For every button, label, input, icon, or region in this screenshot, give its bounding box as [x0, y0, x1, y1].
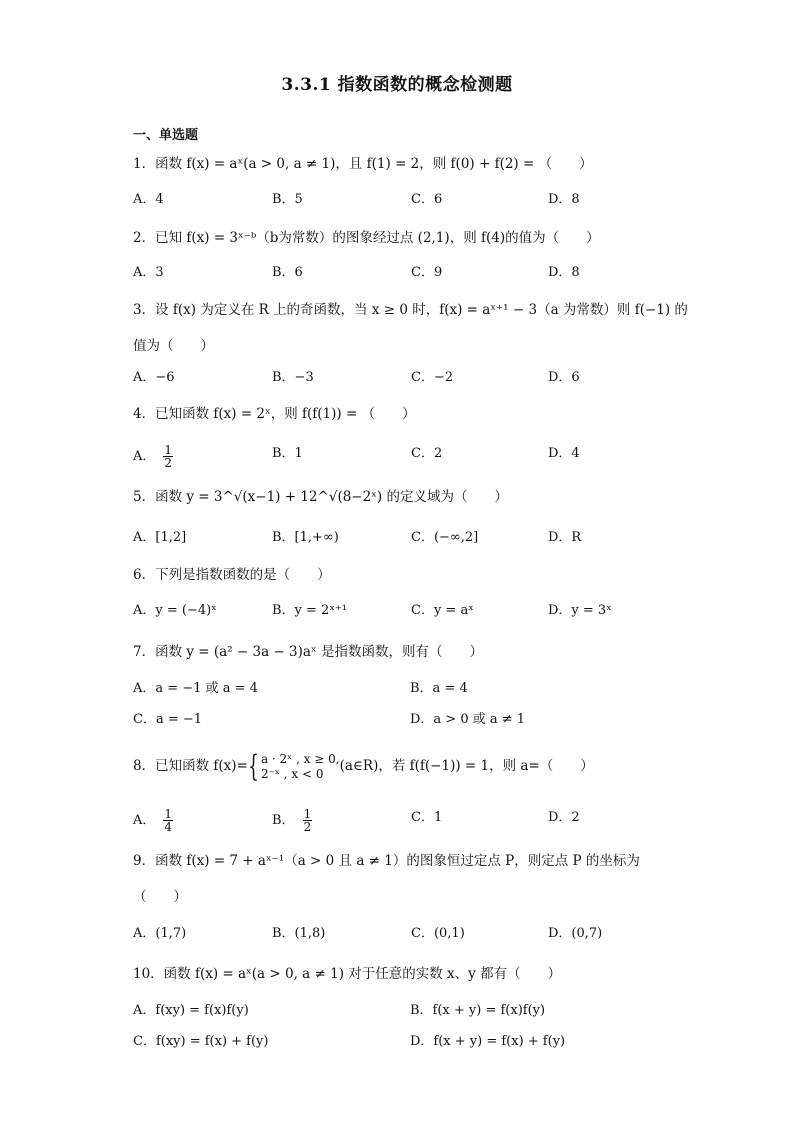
- option-d[interactable]: D．4: [548, 446, 580, 461]
- option-b[interactable]: B．−3: [272, 370, 314, 385]
- option-c[interactable]: C．2: [411, 446, 443, 461]
- left-brace: {: [248, 748, 259, 784]
- option-a-label: A．: [133, 449, 156, 464]
- option-a[interactable]: A．−6: [133, 370, 175, 385]
- numerator: 1: [164, 807, 173, 821]
- section-heading: 一、单选题: [133, 128, 199, 143]
- option-c[interactable]: C．a = −1: [133, 712, 203, 727]
- option-a[interactable]: [133, 808, 173, 833]
- question-4-options: [133, 443, 693, 470]
- option-d[interactable]: D．a > 0 或 a ≠ 1: [410, 712, 526, 727]
- question-3-options: [133, 368, 693, 388]
- question-2-options: [133, 263, 693, 283]
- denominator: 2: [164, 456, 173, 470]
- question-8-options: [133, 807, 693, 834]
- fraction: [303, 808, 313, 833]
- option-a[interactable]: A．[1,2]: [133, 530, 187, 545]
- question-2-stem: 2．已知 f(x) = 3ˣ⁻ᵇ（b为常数）的图象经过点 (2,1)，则 f(4)的值为（ ）: [133, 230, 600, 246]
- option-b[interactable]: B．[1,+∞): [272, 530, 339, 545]
- option-a[interactable]: [133, 444, 173, 469]
- option-b[interactable]: B．a = 4: [410, 681, 468, 696]
- case-2: 2⁻ˣ , x < 0: [260, 766, 324, 781]
- option-b[interactable]: B．5: [272, 192, 303, 207]
- question-8-stem-pre: 8．已知函数 f(x)=: [133, 758, 248, 774]
- option-a[interactable]: A．4: [133, 192, 164, 207]
- question-5-options: [133, 528, 693, 548]
- option-d[interactable]: D．R: [548, 530, 582, 545]
- question-4-stem: 4．已知函数 f(x) = 2ˣ，则 f(f(1)) = （ ）: [133, 406, 416, 422]
- fraction: [163, 808, 173, 833]
- question-10-options-row1: [133, 1001, 693, 1021]
- question-8-stem: [133, 746, 594, 786]
- option-c[interactable]: C．9: [411, 265, 443, 280]
- option-c[interactable]: C．y = aˣ: [411, 603, 474, 618]
- option-b[interactable]: [272, 808, 312, 833]
- question-5-stem: 5．函数 y = 3^√(x−1) + 12^√(8−2ˣ) 的定义域为（ ）: [133, 489, 508, 505]
- fraction: [163, 444, 173, 469]
- question-3-stem: 3．设 f(x) 为定义在 R 上的奇函数，当 x ≥ 0 时，f(x) = aˣ⁺¹ − 3（a 为常数）则 f(−1) 的: [133, 302, 688, 318]
- page-title: 3.3.1 指数函数的概念检测题: [281, 75, 513, 95]
- option-c[interactable]: C．1: [411, 810, 443, 825]
- question-6-stem: 6．下列是指数函数的是（ ）: [133, 567, 331, 583]
- numerator: 1: [303, 807, 312, 821]
- option-d[interactable]: D．2: [548, 810, 580, 825]
- question-10-options-row2: [133, 1032, 693, 1052]
- option-d[interactable]: D．f(x + y) = f(x) + f(y): [410, 1034, 566, 1049]
- question-6-options: [133, 601, 693, 621]
- option-b[interactable]: B．6: [272, 265, 303, 280]
- option-d[interactable]: D．8: [548, 192, 580, 207]
- option-d[interactable]: D．y = 3ˣ: [548, 603, 612, 618]
- question-9-stem-cont: （ ）: [133, 889, 187, 905]
- question-8-stem-post: (a∈R)，若 f(f(−1)) = 1，则 a=（ ）: [339, 758, 594, 774]
- piecewise-cases: [261, 752, 340, 782]
- case-1: a · 2ˣ , x ≥ 0,: [260, 751, 340, 766]
- question-1-stem: 1．函数 f(x) = aˣ(a > 0, a ≠ 1)，且 f(1) = 2，则 f(0) + f(2) = （ ）: [133, 156, 593, 172]
- option-b[interactable]: B．(1,8): [272, 926, 326, 941]
- option-b[interactable]: B．f(x + y) = f(x)f(y): [410, 1003, 546, 1018]
- question-10-stem: 10．函数 f(x) = aˣ(a > 0, a ≠ 1) 对于任意的实数 x、y 都有（ ）: [133, 966, 562, 982]
- option-c[interactable]: C．f(xy) = f(x) + f(y): [133, 1034, 269, 1049]
- option-c[interactable]: C．(−∞,2]: [411, 530, 479, 545]
- option-d[interactable]: D．(0,7): [548, 926, 603, 941]
- option-a[interactable]: A．f(xy) = f(x)f(y): [133, 1003, 249, 1018]
- question-7-stem: 7．函数 y = (a² − 3a − 3)aˣ 是指数函数，则有（ ）: [133, 644, 483, 660]
- option-b[interactable]: B．1: [272, 446, 303, 461]
- option-c[interactable]: C．−2: [411, 370, 454, 385]
- option-a[interactable]: A．y = (−4)ˣ: [133, 603, 217, 618]
- question-3-stem-cont: 值为（ ）: [133, 338, 214, 354]
- option-b-label: B．: [272, 813, 295, 828]
- option-a[interactable]: A．(1,7): [133, 926, 187, 941]
- option-b[interactable]: B．y = 2ˣ⁺¹: [272, 603, 347, 618]
- option-c[interactable]: C．(0,1): [411, 926, 465, 941]
- question-7-options-row1: [133, 679, 693, 699]
- option-a[interactable]: A．a = −1 或 a = 4: [133, 681, 258, 696]
- question-9-stem: 9．函数 f(x) = 7 + aˣ⁻¹（a > 0 且 a ≠ 1）的图象恒过定点 P，则定点 P 的坐标为: [133, 853, 640, 869]
- option-c[interactable]: C．6: [411, 192, 443, 207]
- numerator: 1: [164, 443, 173, 457]
- option-a-label: A．: [133, 813, 156, 828]
- denominator: 2: [303, 820, 312, 834]
- option-d[interactable]: D．6: [548, 370, 580, 385]
- question-9-options: [133, 924, 693, 944]
- option-a[interactable]: A．3: [133, 265, 164, 280]
- question-1-options: [133, 190, 693, 210]
- option-d[interactable]: D．8: [548, 265, 580, 280]
- denominator: 4: [164, 820, 173, 834]
- question-7-options-row2: [133, 710, 693, 730]
